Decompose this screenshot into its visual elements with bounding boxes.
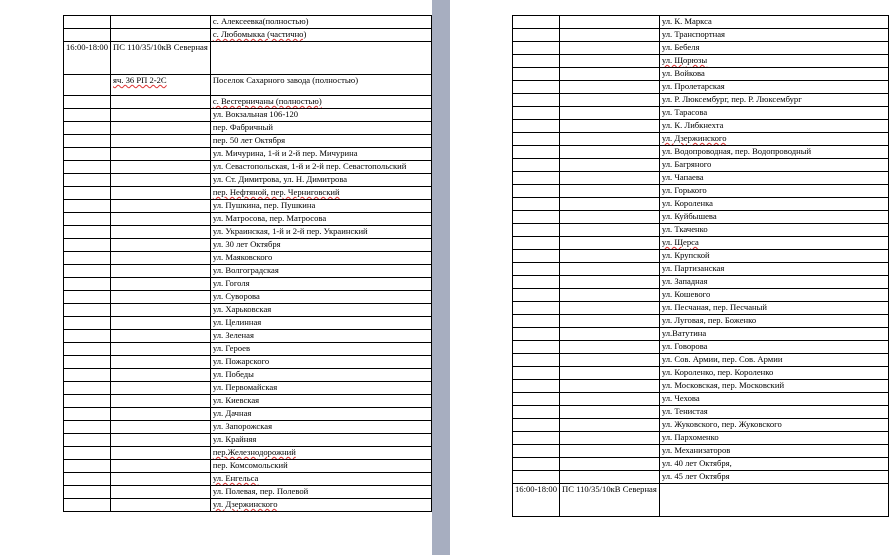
street-cell: ул. Дзержинского [210, 499, 431, 512]
time-cell [64, 252, 111, 265]
table-row [513, 367, 889, 380]
street-cell: ул. Тенистая [659, 406, 888, 419]
source-cell [560, 172, 660, 185]
table-row [64, 304, 432, 317]
source-cell [560, 406, 660, 419]
time-cell [513, 250, 560, 263]
time-cell [64, 75, 111, 96]
source-cell [111, 369, 211, 382]
table-row [513, 250, 889, 263]
time-cell [513, 276, 560, 289]
source-cell [560, 224, 660, 237]
source-cell: яч. 36 РП 2-2С [111, 75, 211, 96]
street-cell: с. Алексеевка(полностью) [210, 16, 431, 29]
table-row [64, 278, 432, 291]
time-cell [513, 133, 560, 146]
time-cell [64, 486, 111, 499]
source-cell [111, 473, 211, 486]
street-cell: ул. Говорова [659, 341, 888, 354]
source-cell [560, 42, 660, 55]
table-row [64, 499, 432, 512]
source-cell [111, 408, 211, 421]
street-cell: ул. Щорюзы [659, 55, 888, 68]
table-row [513, 198, 889, 211]
table-row [513, 42, 889, 55]
table-row [64, 239, 432, 252]
table-row [64, 434, 432, 447]
street-cell: ул. Механизаторов [659, 445, 888, 458]
source-cell [560, 341, 660, 354]
table-row [513, 263, 889, 276]
street-cell: ул. Суворова [210, 291, 431, 304]
time-cell [513, 29, 560, 42]
source-cell [111, 29, 211, 42]
source-cell [560, 120, 660, 133]
street-cell: ул. 40 лет Октября, [659, 458, 888, 471]
street-cell: ул. Матросова, пер. Матросова [210, 213, 431, 226]
street-cell: с. Любомыкка (частично) [210, 29, 431, 42]
street-cell: ул. Западная [659, 276, 888, 289]
table-row [513, 276, 889, 289]
street-cell: ул. Сов. Армии, пер. Сов. Армии [659, 354, 888, 367]
street-cell: ул. Целинная [210, 317, 431, 330]
table-row [513, 29, 889, 42]
time-cell [64, 317, 111, 330]
source-cell: ПС 110/35/10кВ Северная [560, 484, 660, 517]
street-cell: ул. Горького [659, 185, 888, 198]
time-cell [513, 211, 560, 224]
street-cell: ул. Тарасова [659, 107, 888, 120]
source-cell [111, 343, 211, 356]
time-cell [64, 226, 111, 239]
table-row [513, 172, 889, 185]
table-row [64, 421, 432, 434]
street-cell: ул. Киевская [210, 395, 431, 408]
street-cell: ул. Песчаная, пер. Песчаный [659, 302, 888, 315]
time-cell [513, 237, 560, 250]
time-cell [513, 393, 560, 406]
time-cell: 16:00-18:00 [513, 484, 560, 517]
source-cell [560, 276, 660, 289]
source-cell [111, 174, 211, 187]
table-row [513, 16, 889, 29]
source-cell [560, 237, 660, 250]
time-cell [64, 408, 111, 421]
table-row [513, 289, 889, 302]
time-cell [64, 135, 111, 148]
time-cell [513, 55, 560, 68]
street-cell: ул. Маяковского [210, 252, 431, 265]
time-cell [513, 432, 560, 445]
source-cell [111, 278, 211, 291]
source-cell [111, 434, 211, 447]
time-cell [513, 185, 560, 198]
table-row [64, 109, 432, 122]
source-cell [560, 458, 660, 471]
time-cell [513, 68, 560, 81]
table-row [513, 354, 889, 367]
street-cell: ул. Партизанская [659, 263, 888, 276]
table-row [513, 68, 889, 81]
street-cell: ул. Пархоменко [659, 432, 888, 445]
time-cell [513, 159, 560, 172]
table-row [64, 122, 432, 135]
table-row [64, 486, 432, 499]
table-row [64, 291, 432, 304]
time-cell [64, 16, 111, 29]
source-cell [560, 263, 660, 276]
time-cell [513, 263, 560, 276]
source-cell [111, 304, 211, 317]
street-cell: ул. Ткаченко [659, 224, 888, 237]
street-cell [659, 484, 888, 517]
time-cell [64, 265, 111, 278]
source-cell [111, 486, 211, 499]
source-cell [111, 252, 211, 265]
time-cell [513, 419, 560, 432]
source-cell [560, 68, 660, 81]
time-cell [64, 96, 111, 109]
time-cell [513, 16, 560, 29]
source-cell [560, 380, 660, 393]
source-cell [111, 109, 211, 122]
street-cell: пер. 50 лет Октября [210, 135, 431, 148]
table-row [513, 107, 889, 120]
street-cell: ул. Украинская, 1-й и 2-й пер. Украинский [210, 226, 431, 239]
street-cell: ул. Запорожская [210, 421, 431, 434]
street-cell: ул. Водопроводная, пер. Водопроводный [659, 146, 888, 159]
source-cell [560, 146, 660, 159]
street-cell: ул. Чехова [659, 393, 888, 406]
source-cell [111, 356, 211, 369]
street-cell: ул. Транспортная [659, 29, 888, 42]
street-cell: пер. Комсомольский [210, 460, 431, 473]
table-row [513, 94, 889, 107]
time-cell [64, 356, 111, 369]
source-cell [111, 291, 211, 304]
street-cell: пер.Железнодорожний [210, 447, 431, 460]
time-cell [513, 458, 560, 471]
street-cell: ул. Енгельса [210, 473, 431, 486]
table-row [513, 133, 889, 146]
street-cell: ул. Пожарского [210, 356, 431, 369]
time-cell [64, 174, 111, 187]
time-cell [64, 304, 111, 317]
source-cell [560, 445, 660, 458]
street-cell [210, 42, 431, 75]
street-cell: ул. Кошевого [659, 289, 888, 302]
source-cell [111, 447, 211, 460]
time-cell [513, 367, 560, 380]
table-row [64, 200, 432, 213]
time-cell [513, 107, 560, 120]
table-row [64, 148, 432, 161]
table-row [513, 224, 889, 237]
table-row [513, 55, 889, 68]
time-cell [64, 161, 111, 174]
source-cell [560, 185, 660, 198]
table-row [64, 174, 432, 187]
table-row [513, 315, 889, 328]
source-cell [111, 122, 211, 135]
table-row [513, 120, 889, 133]
source-cell [111, 135, 211, 148]
table-row [64, 29, 432, 42]
time-cell [64, 213, 111, 226]
source-cell [560, 328, 660, 341]
time-cell [513, 445, 560, 458]
source-cell [111, 187, 211, 200]
time-cell [513, 380, 560, 393]
street-cell: ул. Дачная [210, 408, 431, 421]
source-cell [560, 16, 660, 29]
time-cell [64, 499, 111, 512]
time-cell [64, 395, 111, 408]
table-row [513, 458, 889, 471]
table-row [513, 328, 889, 341]
street-cell: ул.Ватутина [659, 328, 888, 341]
source-cell [111, 239, 211, 252]
street-cell: пер. Нефтяной, пер. Черниговский [210, 187, 431, 200]
table-row [64, 343, 432, 356]
table-row [64, 213, 432, 226]
time-cell [513, 289, 560, 302]
table-row [64, 161, 432, 174]
table-row [64, 252, 432, 265]
source-cell [560, 367, 660, 380]
time-cell [64, 148, 111, 161]
street-cell: ул. Полевая, пер. Полевой [210, 486, 431, 499]
street-cell: ул. Волгоградская [210, 265, 431, 278]
time-cell [64, 473, 111, 486]
source-cell [560, 471, 660, 484]
time-cell: 16:00-18:00 [64, 42, 111, 75]
source-cell [560, 55, 660, 68]
street-cell: ул. Первомайская [210, 382, 431, 395]
street-cell: ул. Луговая, пер. Боженко [659, 315, 888, 328]
table-row [64, 473, 432, 486]
street-cell: ул. Зеленая [210, 330, 431, 343]
table-row [64, 16, 432, 29]
table-row [64, 447, 432, 460]
street-cell: ул. Войкова [659, 68, 888, 81]
source-cell [111, 460, 211, 473]
time-cell [513, 224, 560, 237]
source-cell [111, 226, 211, 239]
time-cell [513, 354, 560, 367]
time-cell [513, 406, 560, 419]
source-cell [111, 161, 211, 174]
street-cell: ул. К. Маркса [659, 16, 888, 29]
table-row [513, 393, 889, 406]
table-row [64, 135, 432, 148]
table-row [64, 187, 432, 200]
time-cell [513, 81, 560, 94]
street-cell: ул. Чапаева [659, 172, 888, 185]
time-cell [64, 330, 111, 343]
time-cell [64, 369, 111, 382]
table-row [513, 237, 889, 250]
street-cell: ул. Героев [210, 343, 431, 356]
table-row [64, 369, 432, 382]
table-row [513, 432, 889, 445]
time-cell [64, 187, 111, 200]
table-row [64, 42, 432, 75]
street-cell: ул. Куйбышева [659, 211, 888, 224]
table-row [513, 419, 889, 432]
source-cell [560, 393, 660, 406]
street-cell: с. Весгерничаны (полностью) [210, 96, 431, 109]
time-cell [513, 120, 560, 133]
street-cell: ул. Московская, пер. Московский [659, 380, 888, 393]
street-cell: ул. Севастопольская, 1-й и 2-й пер. Севастопольский [210, 161, 431, 174]
table-row [513, 185, 889, 198]
street-cell: ул. Победы [210, 369, 431, 382]
street-cell: ул. Пролетарская [659, 81, 888, 94]
time-cell [64, 29, 111, 42]
document-page-left [0, 0, 432, 555]
table-row [513, 211, 889, 224]
time-cell [513, 328, 560, 341]
time-cell [64, 278, 111, 291]
time-cell [64, 200, 111, 213]
table-row [64, 75, 432, 96]
source-cell [560, 354, 660, 367]
street-cell: ул. Жуковского, пер. Жуковского [659, 419, 888, 432]
source-cell [560, 432, 660, 445]
time-cell [513, 198, 560, 211]
street-cell: ул. Мичурина, 1-й и 2-й пер. Мичурина [210, 148, 431, 161]
source-cell [111, 96, 211, 109]
source-cell [560, 315, 660, 328]
time-cell [64, 122, 111, 135]
table-row [64, 226, 432, 239]
source-cell [560, 289, 660, 302]
table-row [513, 445, 889, 458]
time-cell [513, 94, 560, 107]
time-cell [513, 341, 560, 354]
street-cell: ул. Крайняя [210, 434, 431, 447]
street-cell: Поселок Сахарного завода (полностью) [210, 75, 431, 96]
time-cell [64, 109, 111, 122]
source-cell [560, 29, 660, 42]
time-cell [513, 315, 560, 328]
street-cell: ул. Гоголя [210, 278, 431, 291]
street-cell: ул. Багряного [659, 159, 888, 172]
street-cell: ул. Крупской [659, 250, 888, 263]
source-cell [111, 395, 211, 408]
table-row [513, 146, 889, 159]
source-cell [111, 200, 211, 213]
table-row [64, 408, 432, 421]
table-row [64, 330, 432, 343]
time-cell [64, 447, 111, 460]
table-row [513, 380, 889, 393]
time-cell [513, 471, 560, 484]
time-cell [513, 146, 560, 159]
table-row [513, 341, 889, 354]
time-cell [64, 434, 111, 447]
time-cell [513, 302, 560, 315]
street-cell: ул. Пушкина, пер. Пушкина [210, 200, 431, 213]
street-cell: ул. Короленко, пер. Короленко [659, 367, 888, 380]
time-cell [64, 343, 111, 356]
source-cell [560, 107, 660, 120]
street-cell: ул. Дзержинского [659, 133, 888, 146]
street-cell: ул. Вокзальная 106-120 [210, 109, 431, 122]
source-cell [560, 133, 660, 146]
source-cell: ПС 110/35/10кВ Северная [111, 42, 211, 75]
street-cell: ул. Короленка [659, 198, 888, 211]
source-cell [560, 211, 660, 224]
source-cell [560, 302, 660, 315]
time-cell [513, 42, 560, 55]
time-cell [64, 291, 111, 304]
street-cell: ул. Бебеля [659, 42, 888, 55]
time-cell [64, 382, 111, 395]
street-cell: ул. 45 лет Октября [659, 471, 888, 484]
table-row [513, 302, 889, 315]
table-row [64, 460, 432, 473]
street-cell: ул. Щерса [659, 237, 888, 250]
table-row [513, 81, 889, 94]
source-cell [111, 265, 211, 278]
table-row [513, 406, 889, 419]
table-row [64, 395, 432, 408]
time-cell [64, 239, 111, 252]
table-row [64, 356, 432, 369]
table-row [64, 382, 432, 395]
table-row [64, 96, 432, 109]
table-row [64, 265, 432, 278]
source-cell [560, 419, 660, 432]
source-cell [111, 317, 211, 330]
source-cell [111, 421, 211, 434]
source-cell [560, 81, 660, 94]
source-cell [111, 330, 211, 343]
street-cell: ул. 30 лет Октября [210, 239, 431, 252]
time-cell [64, 421, 111, 434]
table-row [513, 159, 889, 172]
source-cell [111, 148, 211, 161]
outage-table-right [512, 15, 889, 517]
street-cell: пер. Фабричный [210, 122, 431, 135]
document-page-right [450, 0, 889, 555]
table-row [64, 317, 432, 330]
time-cell [64, 460, 111, 473]
street-cell: ул. Харьковская [210, 304, 431, 317]
street-cell: ул. Р. Люксембург, пер. Р. Люксембург [659, 94, 888, 107]
source-cell [560, 198, 660, 211]
source-cell [560, 159, 660, 172]
table-row [513, 471, 889, 484]
source-cell [560, 250, 660, 263]
table-row [513, 484, 889, 517]
source-cell [111, 213, 211, 226]
time-cell [513, 172, 560, 185]
source-cell [111, 382, 211, 395]
outage-table-left [63, 15, 432, 512]
source-cell [111, 16, 211, 29]
street-cell: ул. К. Либкнехта [659, 120, 888, 133]
street-cell: ул. Ст. Димитрова, ул. Н. Димитрова [210, 174, 431, 187]
source-cell [560, 94, 660, 107]
source-cell [111, 499, 211, 512]
